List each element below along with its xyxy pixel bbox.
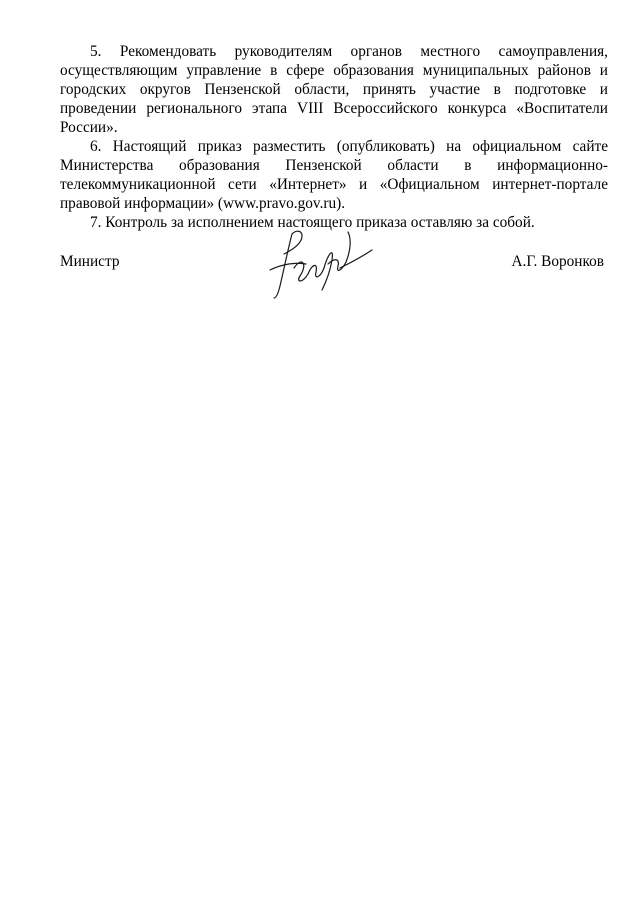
- document-body: [60, 42, 608, 232]
- signatory-title: Министр: [60, 253, 120, 270]
- signatory-name: А.Г. Воронков: [511, 253, 604, 270]
- paragraph-6: 6. Настоящий приказ разместить (опубликовать) на официальном сайте Министерства образования Пензенской области в информационно-телекоммуникационной сети «Интернет» и «Официальном интернет-портале правовой информации» (www.pravo.gov.ru).: [60, 138, 608, 212]
- paragraph-5: 5. Рекомендовать руководителям органов местного самоуправления, осуществляющим управление в сфере образования муниципальных районов и городских округов Пензенской области, принять участие в подготовке и проведении регионального этапа VIII Всероссийского конкурса «Воспитатели России».: [60, 43, 608, 136]
- signature-block: [60, 224, 608, 304]
- handwritten-signature: [262, 224, 374, 304]
- paragraph-7: 7. Контроль за исполнением настоящего приказа оставляю за собой.: [90, 214, 535, 231]
